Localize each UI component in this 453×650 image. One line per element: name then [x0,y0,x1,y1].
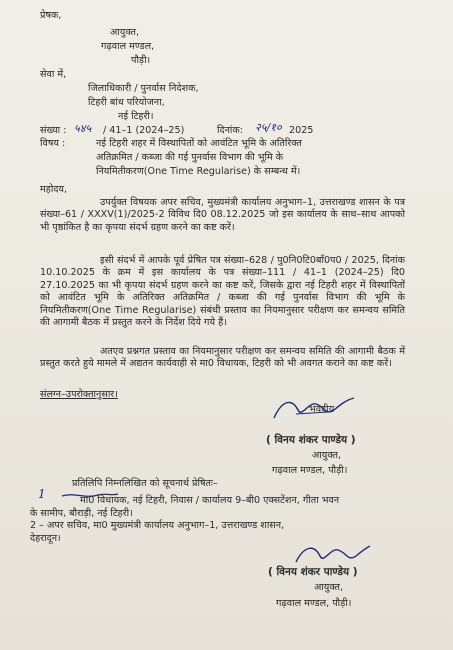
closing: भवदीय [309,404,335,415]
recipient-line-3: नई टिहरी। [118,111,154,122]
signatory-2-name: ( विनय शंकर पाण्डेय ) [268,566,358,578]
enclosure-note: संलग्न–उपरोक्तानुसार। [40,389,118,400]
ref-number-rest: / 41–1 (2024–25) [103,125,185,136]
signatory-office: गढ़वाल मण्डल, पौड़ी। [272,465,348,476]
paragraph-1: उपर्युक्त विषयक अपर सचिव, मुख्यमंत्री कार्यालय अनुभाग–1, उत्तराखण्ड शासन के पत्र संख्या–61 / XXXV(1)/2025-2 विविध दि0 08.12.2025 जो इस कार्यालय के साथ–साथ आपको भी पृष्ठांकित है का कृपया संदर्भ ग्रहण करने का कष्ट करें। [40,197,405,233]
recipient-line-2: टिहरी बांध परियोजना, [88,97,165,108]
subject-line-3: नियमितीकरण(One Time Regularise) के सम्बन्ध में। [96,166,301,177]
sender-line-3: पौड़ी। [131,55,151,66]
sender-line-1: आयुक्त, [110,27,140,38]
sender-line-2: गढ़वाल मण्डल, [101,41,155,52]
signatory-name: ( विनय शंकर पाण्डेय ) [266,434,356,446]
ref-prefix: संख्या : [40,125,67,136]
copy-item-2-line-1: 2 – अपर सचिव, मा0 मुख्यमंत्री कार्यालय अनुभाग–1, उत्तराखण्ड शासन, [30,520,285,531]
ref-date-label: दिनांक: [217,125,243,136]
signatory-2-title: आयुक्त, [314,582,344,593]
recipient-label: सेवा में, [40,69,67,80]
signatory-title: आयुक्त, [312,450,342,461]
ref-handwritten-number: ५४५ [74,122,92,135]
copy-item-1-line-2: के सामीप, बौराड़ी, नई टिहरी। [30,508,133,519]
sender-label: प्रेषक, [40,10,62,21]
copy-item-1-mark: 1 [38,487,46,501]
subject-line-2: अतिक्रमित / कब्जा की गई पुनर्वास विभाग की भूमि के [96,152,284,163]
copy-item-2-line-2: देहरादून। [30,533,61,544]
signatory-2-office: गढ़वाल मण्डल, पौड़ी। [276,598,352,609]
copy-item-1-line-1: मा0 विधायक, नई टिहरी, निवास / कार्यालय 9–बी0 एक्सटेंशन, गीता भवन [80,495,340,506]
subject-label: विषय : [40,138,66,149]
copy-intro: प्रतिलिपि निम्नलिखित को सूचनार्थ प्रेषितः– [72,478,218,489]
ref-year: 2025 [289,125,314,136]
signature-1 [268,392,358,426]
salutation: महोदय, [40,184,68,195]
subject-line-1: नई टिहरी शहर में विस्थापितों को आवंटित भूमि के अतिरिक्त [96,138,302,149]
paragraph-2: इसी संदर्भ में आपके पूर्व प्रेषित पत्र संख्या–628 / पु0नि0टि0बाँ0प0 / 2025, दिनांक 10.10.2025 के क्रम में इस कार्यालय के पत्र संख्या–111 / 41–1 (2024–25) दि0 27.10.2025 का भी कृपया संदर्भ ग्रहण करने का कष्ट करें, जिसके द्वारा नई टिहरी शहर में विस्थापितों को आवंटित भूमि के अतिरिक्त अतिक्रमित / कब्जा की गई पुनर्वास विभाग की भूमि के नियमितीकरण(One Time Regularise) संबंधी प्रस्ताव का नियमानुसार परीक्षण कर समन्वय समिति की आगामी बैठक में प्रस्तुत करने के निर्देश दिये गये हैं। [40,255,405,329]
paragraph-3: अतएव प्रश्नगत प्रस्ताव का नियमानुसार परीक्षण कर समन्वय समिति की आगामी बैठक में प्रस्तुत करते हुये मामले में अद्यतन कार्यवाही से मा0 विधायक, टिहरी को भी अवगत कराने का कष्ट करें। [40,346,405,370]
ref-handwritten-date: २५/१० [255,121,282,134]
recipient-line-1: जिलाधिकारी / पुनर्वास निदेशक, [88,83,199,94]
